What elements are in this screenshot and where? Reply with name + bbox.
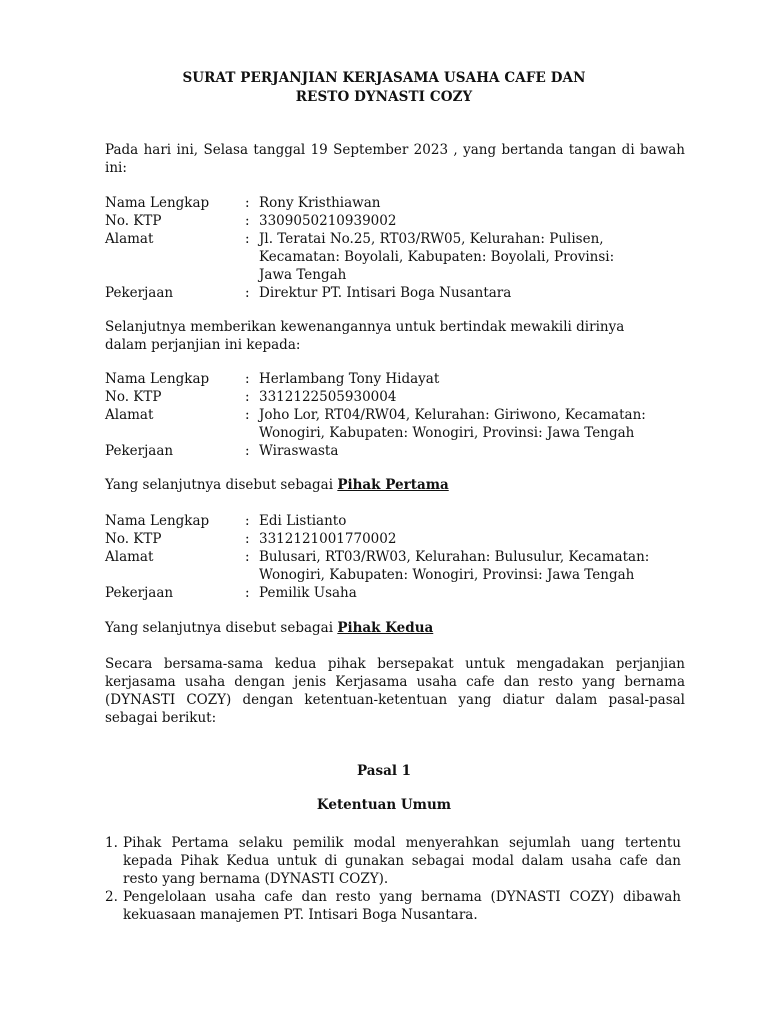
field-label: Nama Lengkap (105, 195, 210, 211)
identity-block-first-party (105, 370, 685, 460)
field-label: Alamat (105, 549, 154, 565)
designation-prefix: Yang selanjutnya disebut sebagai (105, 620, 338, 636)
address-line: Jl. Teratai No.25, RT03/RW05, Kelurahan: Pulisen, (259, 231, 604, 247)
address-line: Wonogiri, Kabupaten: Wonogiri, Provinsi: Jawa Tengah (259, 425, 635, 441)
field-value-address (259, 548, 685, 584)
designation-term: Pihak Kedua (337, 620, 434, 636)
identity-row-job (105, 584, 685, 602)
identity-row-job (105, 284, 685, 302)
field-value: 3309050210939002 (259, 213, 397, 229)
intro-paragraph: Pada hari ini, Selasa tanggal 19 September 2023 , yang bertanda tangan di bawah ini: (105, 142, 685, 176)
address-line: Bulusari, RT03/RW03, Kelurahan: Bulusulur, Kecamatan: (259, 549, 650, 565)
field-label: No. KTP (105, 531, 162, 547)
field-value: Edi Listianto (259, 513, 347, 529)
field-value: Direktur PT. Intisari Boga Nusantara (259, 285, 512, 301)
identity-row-job (105, 442, 685, 460)
address-line: Joho Lor, RT04/RW04, Kelurahan: Giriwono, Kecamatan: (259, 407, 646, 423)
field-label: Alamat (105, 407, 154, 423)
field-colon: : (245, 389, 250, 405)
clause-number: 1. (105, 835, 118, 851)
clause-list (105, 834, 681, 924)
field-colon: : (245, 371, 250, 387)
field-colon: : (245, 407, 250, 423)
first-party-designation (105, 477, 449, 493)
field-label: Nama Lengkap (105, 513, 210, 529)
identity-row-address (105, 230, 685, 284)
address-line: Jawa Tengah (259, 267, 347, 283)
second-party-designation (105, 620, 433, 636)
identity-row-name (105, 512, 685, 530)
field-label: Pekerjaan (105, 285, 174, 301)
identity-block-second-party (105, 512, 685, 602)
field-value: Herlambang Tony Hidayat (259, 371, 440, 387)
field-value-address (259, 406, 685, 442)
field-colon: : (245, 443, 250, 459)
address-line: Kecamatan: Boyolali, Kabupaten: Boyolali, Provinsi: (259, 249, 615, 265)
identity-row-address (105, 406, 685, 442)
identity-row-name (105, 370, 685, 388)
field-colon: : (245, 195, 250, 211)
document-title-line-2: RESTO DYNASTI COZY (295, 89, 473, 105)
field-colon: : (245, 513, 250, 529)
identity-block-grantor (105, 194, 685, 302)
field-value: Rony Kristhiawan (259, 195, 381, 211)
clause-number: 2. (105, 889, 118, 905)
identity-row-ktp (105, 388, 685, 406)
identity-row-ktp (105, 530, 685, 548)
field-label: No. KTP (105, 213, 162, 229)
field-colon: : (245, 285, 250, 301)
article-title: Pasal 1 (356, 763, 412, 779)
clause-text: Pengelolaan usaha cafe dan resto yang bernama (DYNASTI COZY) dibawah kekuasaan manajemen PT. Intisari Boga Nusantara. (123, 889, 681, 923)
field-value-address (259, 230, 685, 284)
clause-item (105, 834, 681, 888)
field-colon: : (245, 549, 250, 565)
document-title-line-1: SURAT PERJANJIAN KERJASAMA USAHA CAFE DAN (182, 70, 586, 86)
designation-prefix: Yang selanjutnya disebut sebagai (105, 477, 338, 493)
field-label: Pekerjaan (105, 585, 174, 601)
identity-row-ktp (105, 212, 685, 230)
identity-row-address (105, 548, 685, 584)
address-line: Wonogiri, Kabupaten: Wonogiri, Provinsi: Jawa Tengah (259, 567, 635, 583)
field-label: Pekerjaan (105, 443, 174, 459)
delegation-paragraph: Selanjutnya memberikan kewenangannya untuk bertindak mewakili dirinya dalam perjanjian ini kepada: (105, 319, 625, 353)
designation-term: Pihak Pertama (337, 477, 449, 493)
field-label: Alamat (105, 231, 154, 247)
article-subtitle: Ketentuan Umum (316, 797, 452, 813)
identity-row-name (105, 194, 685, 212)
field-value: 3312121001770002 (259, 531, 397, 547)
field-colon: : (245, 531, 250, 547)
agreement-paragraph: Secara bersama-sama kedua pihak bersepakat untuk mengadakan perjanjian kerjasama usaha dengan jenis Kerjasama usaha cafe dan resto yang bernama (DYNASTI COZY) dengan ketentuan-ketentuan yang diatur dalam pasal-pasal sebagai berikut: (105, 656, 685, 726)
field-value: Pemilik Usaha (259, 585, 357, 601)
field-colon: : (245, 213, 250, 229)
field-value: Wiraswasta (259, 443, 339, 459)
field-colon: : (245, 231, 250, 247)
field-label: No. KTP (105, 389, 162, 405)
field-label: Nama Lengkap (105, 371, 210, 387)
field-value: 3312122505930004 (259, 389, 397, 405)
field-colon: : (245, 585, 250, 601)
clause-item (105, 888, 681, 924)
clause-text: Pihak Pertama selaku pemilik modal menyerahkan sejumlah uang tertentu kepada Pihak Kedua untuk di gunakan sebagai modal dalam usaha cafe dan resto yang bernama (DYNASTI COZY). (123, 835, 681, 887)
